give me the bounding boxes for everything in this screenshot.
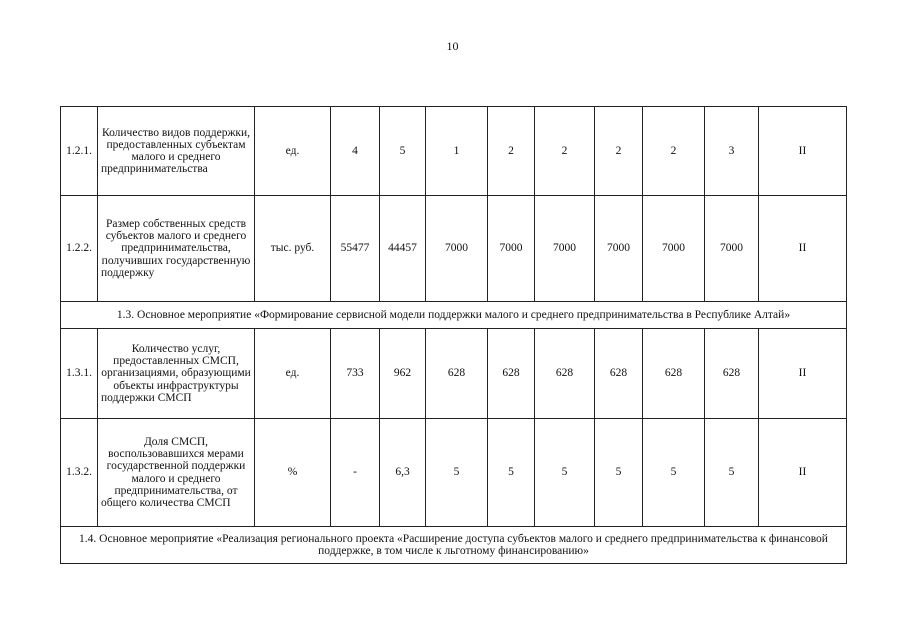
row-value: 628 bbox=[643, 329, 705, 419]
row-value: 5 bbox=[643, 419, 705, 527]
row-unit: тыс. руб. bbox=[255, 196, 331, 302]
row-value: 2 bbox=[488, 107, 535, 196]
row-value: 1 bbox=[426, 107, 488, 196]
row-value: 5 bbox=[488, 419, 535, 527]
table-row bbox=[61, 329, 847, 419]
row-value: 44457 bbox=[380, 196, 426, 302]
row-value: 628 bbox=[488, 329, 535, 419]
row-value: 733 bbox=[331, 329, 380, 419]
row-description: Размер собственных средств субъектов малого и среднего предпринимательства, получивших государственную поддержку bbox=[98, 196, 255, 302]
row-category: II bbox=[759, 196, 847, 302]
row-value: 7000 bbox=[643, 196, 705, 302]
row-value: 5 bbox=[535, 419, 595, 527]
row-unit: % bbox=[255, 419, 331, 527]
row-value: 628 bbox=[426, 329, 488, 419]
row-code: 1.2.2. bbox=[61, 196, 98, 302]
row-value: 628 bbox=[595, 329, 643, 419]
table-row bbox=[61, 107, 847, 196]
row-value: 5 bbox=[595, 419, 643, 527]
row-value: - bbox=[331, 419, 380, 527]
table-row bbox=[61, 419, 847, 527]
row-category: II bbox=[759, 419, 847, 527]
row-unit: ед. bbox=[255, 107, 331, 196]
row-value: 4 bbox=[331, 107, 380, 196]
row-value: 3 bbox=[705, 107, 759, 196]
row-code: 1.3.1. bbox=[61, 329, 98, 419]
row-description: Доля СМСП, воспользовавшихся мерами государственной поддержки малого и среднего предпринимательства, от общего количества СМСП bbox=[98, 419, 255, 527]
row-category: II bbox=[759, 107, 847, 196]
row-value: 2 bbox=[595, 107, 643, 196]
row-unit: ед. bbox=[255, 329, 331, 419]
page-number: 10 bbox=[446, 39, 459, 53]
row-value: 5 bbox=[705, 419, 759, 527]
row-value: 2 bbox=[643, 107, 705, 196]
row-value: 7000 bbox=[535, 196, 595, 302]
indicators-table bbox=[60, 106, 847, 564]
row-code: 1.3.2. bbox=[61, 419, 98, 527]
row-code: 1.2.1. bbox=[61, 107, 98, 196]
row-description: Количество видов поддержки, предоставленных субъектам малого и среднего предпринимательства bbox=[98, 107, 255, 196]
row-value: 7000 bbox=[426, 196, 488, 302]
section-row bbox=[61, 302, 847, 329]
row-value: 55477 bbox=[331, 196, 380, 302]
row-value: 628 bbox=[705, 329, 759, 419]
row-value: 7000 bbox=[595, 196, 643, 302]
row-value: 5 bbox=[426, 419, 488, 527]
row-value: 5 bbox=[380, 107, 426, 196]
section-row bbox=[61, 527, 847, 564]
row-category: II bbox=[759, 329, 847, 419]
row-value: 628 bbox=[535, 329, 595, 419]
row-value: 2 bbox=[535, 107, 595, 196]
table-row bbox=[61, 196, 847, 302]
row-value: 7000 bbox=[488, 196, 535, 302]
row-value: 962 bbox=[380, 329, 426, 419]
row-description: Количество услуг, предоставленных СМСП, организациями, образующими объекты инфраструктуры поддержки СМСП bbox=[98, 329, 255, 419]
section-heading: 1.4. Основное мероприятие «Реализация регионального проекта «Расширение доступа субъектов малого и среднего предпринимательства к финансовой поддержке, в том числе к льготному финансированию» bbox=[61, 527, 847, 564]
row-value: 6,3 bbox=[380, 419, 426, 527]
row-value: 7000 bbox=[705, 196, 759, 302]
section-heading: 1.3. Основное мероприятие «Формирование сервисной модели поддержки малого и среднего предпринимательства в Республике Алтай» bbox=[61, 302, 847, 329]
